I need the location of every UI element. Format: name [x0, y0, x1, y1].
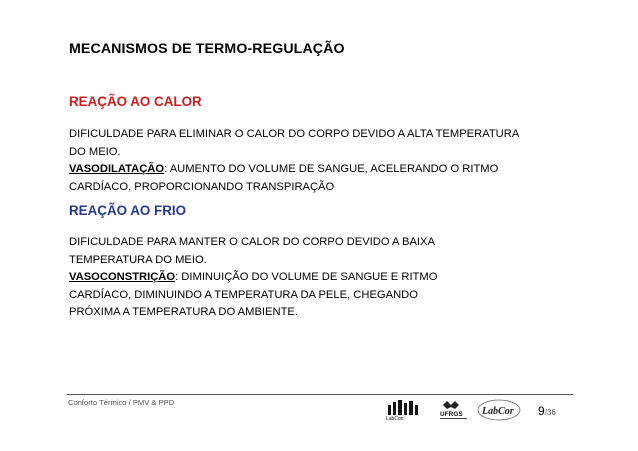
vasoconstriction-term: VASOCONSTRIÇÃO — [69, 271, 176, 283]
cold-paragraph — [69, 234, 579, 322]
page-total: /36 — [544, 408, 556, 417]
ufrgs-logo — [437, 399, 471, 421]
page-current: 9 — [538, 404, 545, 418]
labcon-logo-text: LabCon — [386, 416, 404, 421]
cold-line-4: CARDÍACO, DIMINUINDO A TEMPERATURA DA PELE, CHEGANDO — [69, 288, 418, 301]
slide-title: MECANISMOS DE TERMO-REGULAÇÃO — [69, 41, 345, 57]
labcon-logo — [385, 399, 427, 421]
cold-line-3 — [69, 269, 579, 287]
cold-line-1: DIFICULDADE PARA MANTER O CALOR DO CORPO DEVIDO A BAIXA — [69, 236, 435, 248]
vasodilation-definition: : AUMENTO DO VOLUME DE SANGUE, ACELERANDO O RITMO — [164, 163, 499, 175]
labcor-logo — [477, 399, 521, 421]
page-indicator — [538, 404, 556, 418]
heat-line-4: CARDÍACO, PROPORCIONANDO TRANSPIRAÇÃO — [69, 180, 335, 193]
labcor-logo-text: LabCor — [482, 406, 514, 417]
ufrgs-logo-text: UFRGS — [440, 411, 463, 418]
heat-line-1: DIFICULDADE PARA ELIMINAR O CALOR DO CORPO DEVIDO A ALTA TEMPERATURA — [69, 128, 520, 140]
vasoconstriction-definition: : DIMINUIÇÃO DO VOLUME DE SANGUE E RITMO — [175, 271, 438, 283]
footer-caption: Conforto Térmico / PMV & PPD — [68, 398, 175, 407]
heat-heading: REAÇÃO AO CALOR — [69, 94, 202, 109]
vasodilation-term: VASODILATAÇÃO — [69, 163, 165, 175]
cold-line-5: PRÓXIMA A TEMPERATURA DO AMBIENTE. — [69, 306, 298, 318]
heat-paragraph — [69, 126, 579, 196]
cold-line-2: TEMPERATURA DO MEIO. — [69, 253, 207, 266]
cold-heading: REAÇÃO AO FRIO — [69, 203, 187, 218]
footer-divider — [67, 394, 573, 395]
heat-line-2: DO MEIO. — [69, 145, 121, 158]
heat-line-3 — [69, 161, 579, 179]
